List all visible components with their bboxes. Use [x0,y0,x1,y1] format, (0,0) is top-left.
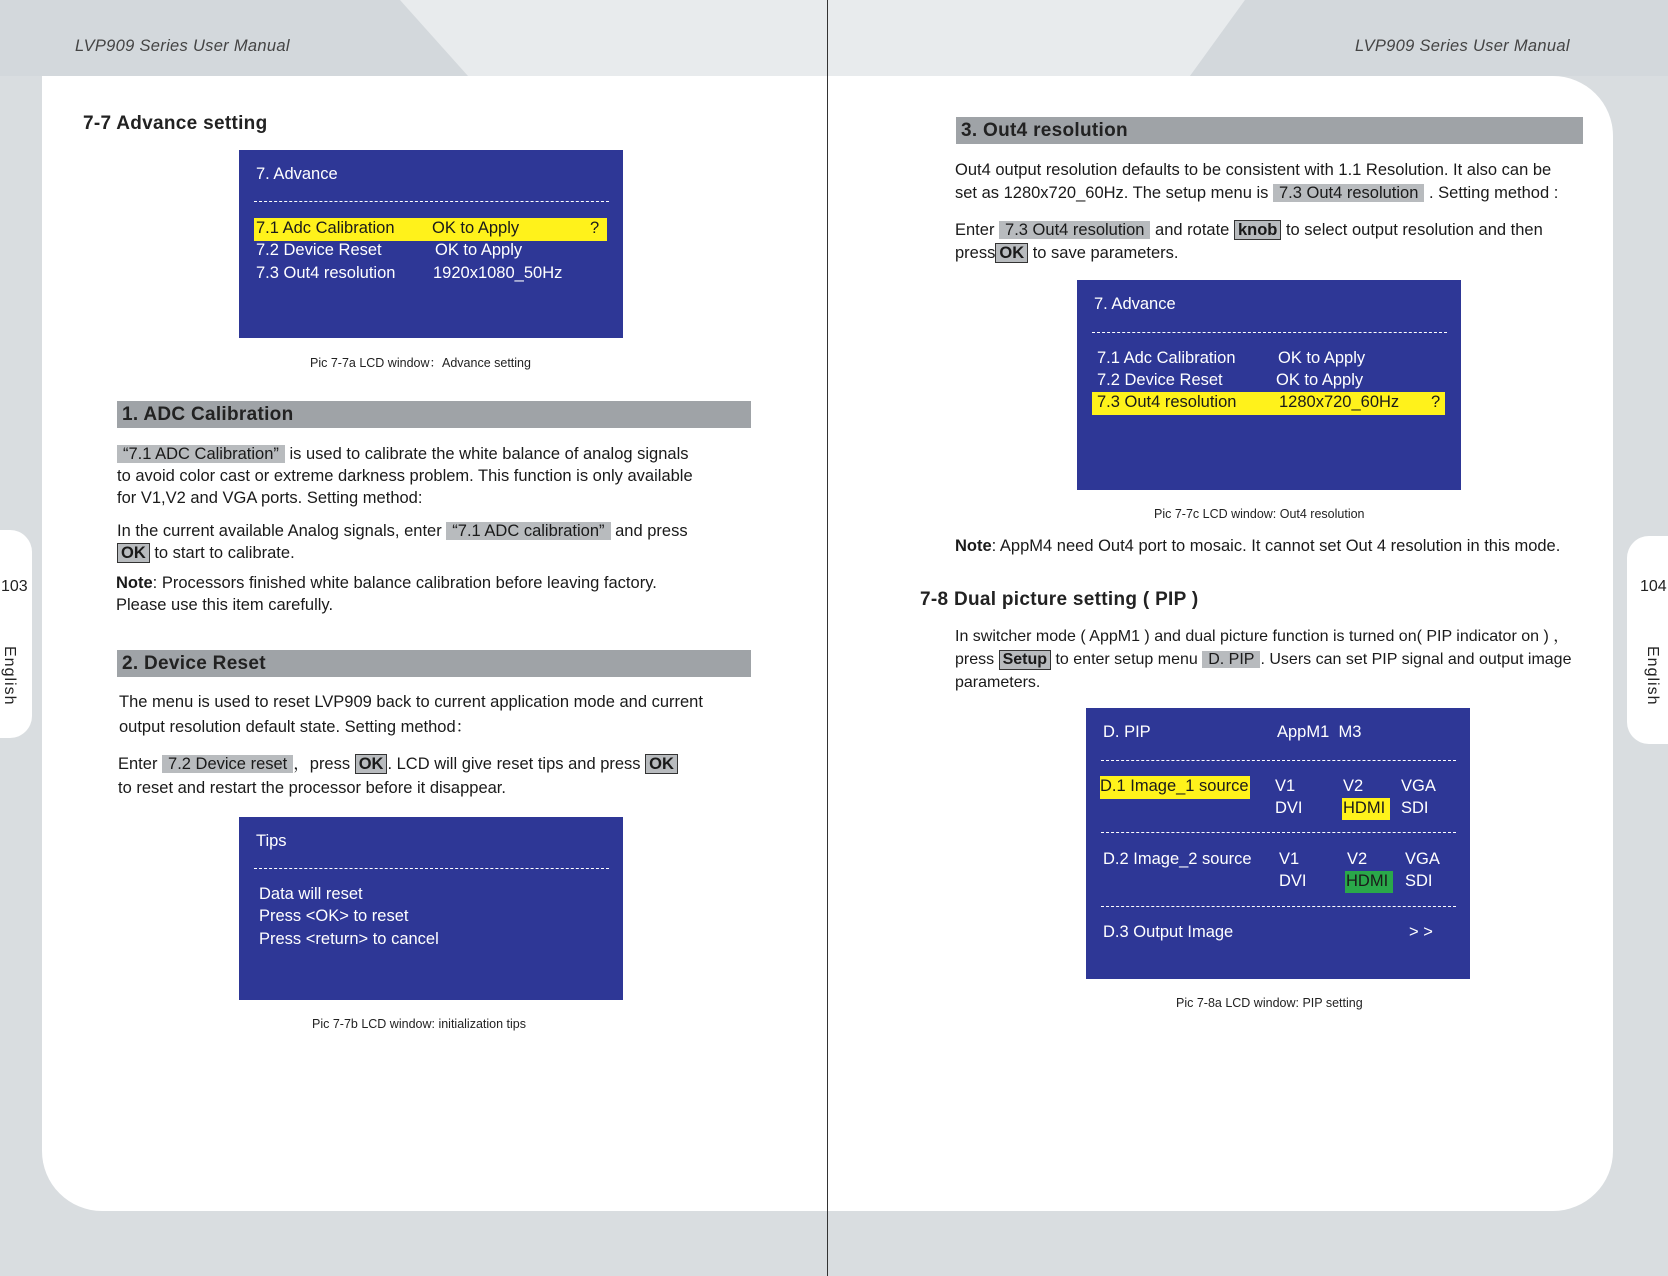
lcd-row-label: 7.3 Out4 resolution [1097,393,1237,411]
text-run: Enter [118,755,163,773]
lcd-out4-window [1077,280,1461,490]
figure-caption: Pic 7-7a LCD window：Advance setting [310,356,531,370]
out4-paragraph-1 [955,159,1615,205]
lcd-divider [1101,760,1456,761]
left-lang-label: English [1,646,18,706]
text-run: . LCD will give reset tips and press [387,755,646,773]
pip-option: SDI [1405,872,1433,890]
pip-option-selected: HDMI [1346,872,1389,890]
text-run: press [955,651,999,668]
pip-paragraph [955,625,1625,694]
reset-paragraph-2 [118,752,768,800]
text-run: The menu is used to reset LVP909 back to current application mode and current [119,693,703,711]
menu-ref-highlight: “7.1 ADC calibration” [446,522,610,540]
lcd-row-value: OK to Apply [435,241,523,259]
lcd-title: 7. Advance [1094,295,1176,313]
right-side-tab [1627,536,1668,744]
pip-option: DVI [1275,799,1303,817]
lcd-row-value: OK to Apply [432,219,520,237]
text-run: Enter [955,221,1000,239]
text-run: . Setting method : [1424,184,1559,202]
adc-paragraph-2 [117,520,757,564]
knob-key: knob [1234,220,1281,240]
pip-option: SDI [1401,799,1429,817]
lcd-line: Press <OK> to reset [259,907,409,925]
text-run: is used to calibrate the white balance of analog signals [284,445,689,463]
text-run: and rotate [1150,221,1234,239]
lcd-row-label: 7.3 Out4 resolution [256,264,396,282]
pip-d2-label: D.2 Image_2 source [1103,850,1252,868]
text-run: : AppM4 need Out4 port to mosaic. It cannot set Out 4 resolution in this mode. [991,537,1561,555]
lcd-divider [1101,906,1456,907]
lcd-row-label: 7.1 Adc Calibration [256,219,395,237]
text-run: In switcher mode ( AppM1 ) and dual picture function is turned on( PIP indicator on ) ， [955,628,1570,645]
text-run: ，press [293,755,355,773]
note-label: Note [116,574,153,592]
lcd-row-mark: ? [590,219,600,237]
lcd-line: Data will reset [259,885,363,903]
lcd-row-label: 7.2 Device Reset [1097,371,1223,389]
menu-ref-highlight: 7.3 Out4 resolution [1273,184,1424,202]
section-heading-pip: 7-8 Dual picture setting ( PIP ) [920,589,1199,610]
pip-d3-value: > > [1409,923,1433,941]
menu-ref-highlight: 7.2 Device reset [162,755,293,773]
text-run: set as 1280x720_60Hz. The setup menu is [955,184,1273,202]
text-run: press [955,244,996,262]
lcd-divider [254,868,609,869]
section-heading-advance: 7-7 Advance setting [83,113,268,134]
lcd-row-label: 7.1 Adc Calibration [1097,349,1236,367]
ok-key: OK [355,754,388,774]
pip-option: V1 [1275,777,1296,795]
right-page-number: 104 [1640,578,1667,595]
lcd-tips-window [239,817,623,1000]
section-bar-out4: 3. Out4 resolution [956,117,1583,144]
lcd-title: D. PIP [1103,723,1151,741]
text-run: to avoid color cast or extreme darkness problem. This function is only available [117,467,693,485]
text-run: Please use this item carefully. [116,596,334,614]
ok-key: OK [995,243,1028,263]
figure-caption: Pic 7-7c LCD window: Out4 resolution [1154,507,1365,521]
lcd-pip-window [1086,708,1470,979]
pip-option: DVI [1279,872,1307,890]
right-lang-label: English [1644,646,1661,706]
ok-key: OK [645,754,678,774]
lcd-row-label: 7.2 Device Reset [256,241,382,259]
lcd-row-mark: ? [1431,393,1441,411]
text-run: to enter setup menu [1051,651,1203,668]
menu-ref-highlight: “7.1 ADC Calibration” [117,445,285,463]
pip-d3-label: D.3 Output Image [1103,923,1234,941]
section-bar-adc: 1. ADC Calibration [117,401,751,428]
figure-caption: Pic 7-7b LCD window: initialization tips [312,1017,526,1031]
text-run: : Processors finished white balance calibration before leaving factory. [152,574,657,592]
lcd-row-value: 1920x1080_50Hz [433,264,563,282]
text-run: parameters. [955,674,1041,691]
right-header-title: LVP909 Series User Manual [1355,37,1570,55]
text-run: for V1,V2 and VGA ports. Setting method: [117,489,423,507]
pip-option: VGA [1405,850,1440,868]
lcd-mode: AppM1 M3 [1277,723,1362,741]
page-spine [827,0,828,1276]
text-run: to save parameters. [1028,244,1179,262]
lcd-title: 7. Advance [256,165,338,183]
menu-ref-highlight: D. PIP [1202,651,1260,668]
lcd-divider [1092,332,1447,333]
pip-option: V1 [1279,850,1300,868]
left-side-tab [0,530,32,738]
out4-paragraph-2 [955,219,1615,265]
pip-d1-label: D.1 Image_1 source [1100,777,1249,795]
lcd-row-value: OK to Apply [1278,349,1366,367]
left-page-number: 103 [1,578,28,595]
left-header-title: LVP909 Series User Manual [75,37,290,55]
text-run: In the current available Analog signals, enter [117,522,447,540]
lcd-divider [1101,832,1456,833]
lcd-divider [254,201,609,202]
text-run: Out4 output resolution defaults to be consistent with 1.1 Resolution. It also can be [955,161,1552,179]
lcd-title: Tips [256,832,287,850]
text-run: to select output resolution and then [1281,221,1543,239]
text-run: to reset and restart the processor before it disappear. [118,779,506,797]
adc-paragraph-1 [117,443,757,509]
reset-paragraph-1 [119,690,759,740]
lcd-line: Press <return> to cancel [259,930,439,948]
lcd-row-value: OK to Apply [1276,371,1364,389]
adc-note [116,572,766,616]
section-bar-device-reset: 2. Device Reset [117,650,751,677]
pip-option: V2 [1347,850,1368,868]
ok-key: OK [117,543,150,563]
lcd-advance-window [239,150,623,338]
lcd-row-value: 1280x720_60Hz [1279,393,1400,411]
pip-option-selected: HDMI [1343,799,1386,817]
setup-key: Setup [999,650,1051,670]
note-label: Note [955,537,992,555]
text-run: output resolution default state. Setting method： [119,718,473,736]
menu-ref-highlight: 7.3 Out4 resolution [999,221,1150,239]
out4-note [955,535,1615,557]
text-run: to start to calibrate. [149,544,295,562]
text-run: and press [610,522,688,540]
pip-option: VGA [1401,777,1436,795]
pip-option: V2 [1343,777,1364,795]
figure-caption: Pic 7-8a LCD window: PIP setting [1176,996,1363,1010]
text-run: . Users can set PIP signal and output image [1260,651,1572,668]
